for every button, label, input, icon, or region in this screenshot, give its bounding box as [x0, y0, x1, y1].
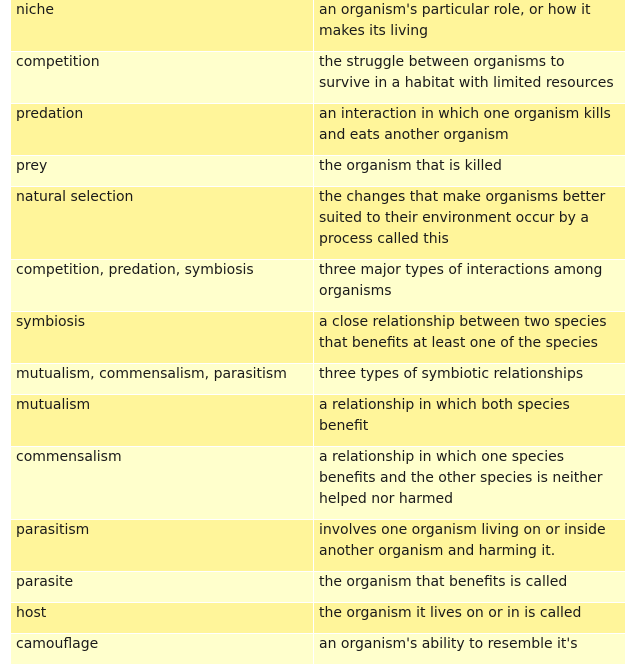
- definition-cell: a relationship in which one species benefits and the other species is neither helped nor harmed: [319, 449, 603, 507]
- term-cell: parasite: [11, 572, 314, 602]
- definition-cell: an interaction in which one organism kills and eats another organism: [319, 106, 611, 143]
- term-cell: camouflage: [11, 634, 314, 664]
- table-row: [11, 0, 625, 52]
- term-cell: predation: [11, 104, 314, 155]
- term-cell: symbiosis: [11, 312, 314, 363]
- term-cell: parasitism: [11, 520, 314, 571]
- term-cell: commensalism: [11, 447, 314, 519]
- term-cell: mutualism: [11, 395, 314, 446]
- table-row: [11, 187, 625, 260]
- term-cell: natural selection: [11, 187, 314, 259]
- definition-cell: a relationship in which both species benefit: [319, 397, 570, 434]
- table-row: [11, 634, 625, 665]
- term-cell: host: [11, 603, 314, 633]
- table-row: [11, 104, 625, 156]
- definition-cell: an organism's particular role, or how it makes its living: [319, 2, 591, 39]
- table-row: [11, 52, 625, 104]
- table-row: [11, 312, 625, 364]
- definition-cell: an organism's ability to resemble it's: [319, 636, 578, 652]
- table-row: [11, 395, 625, 447]
- term-cell: mutualism, commensalism, parasitism: [11, 364, 314, 394]
- definition-cell: three types of symbiotic relationships: [319, 366, 584, 382]
- definition-cell: the organism that benefits is called: [319, 574, 568, 590]
- definition-cell: the organism it lives on or in is called: [319, 605, 582, 621]
- table-row: [11, 572, 625, 603]
- definition-cell: the organism that is killed: [319, 158, 502, 174]
- definition-cell: the changes that make organisms better suited to their environment occur by a process called this: [319, 189, 606, 247]
- term-cell: competition: [11, 52, 314, 103]
- definition-cell: the struggle between organisms to survive in a habitat with limited resources: [319, 54, 614, 91]
- term-cell: niche: [11, 0, 314, 51]
- table-row: [11, 447, 625, 520]
- table-row: [11, 603, 625, 634]
- table-row: [11, 260, 625, 312]
- vocabulary-table: [11, 0, 625, 665]
- table-row: [11, 156, 625, 187]
- definition-cell: three major types of interactions among organisms: [319, 262, 603, 299]
- table-row: [11, 520, 625, 572]
- definition-cell: a close relationship between two species that benefits at least one of the species: [319, 314, 607, 351]
- definition-cell: involves one organism living on or inside another organism and harming it.: [319, 522, 606, 559]
- table-row: [11, 364, 625, 395]
- term-cell: prey: [11, 156, 314, 186]
- term-cell: competition, predation, symbiosis: [11, 260, 314, 311]
